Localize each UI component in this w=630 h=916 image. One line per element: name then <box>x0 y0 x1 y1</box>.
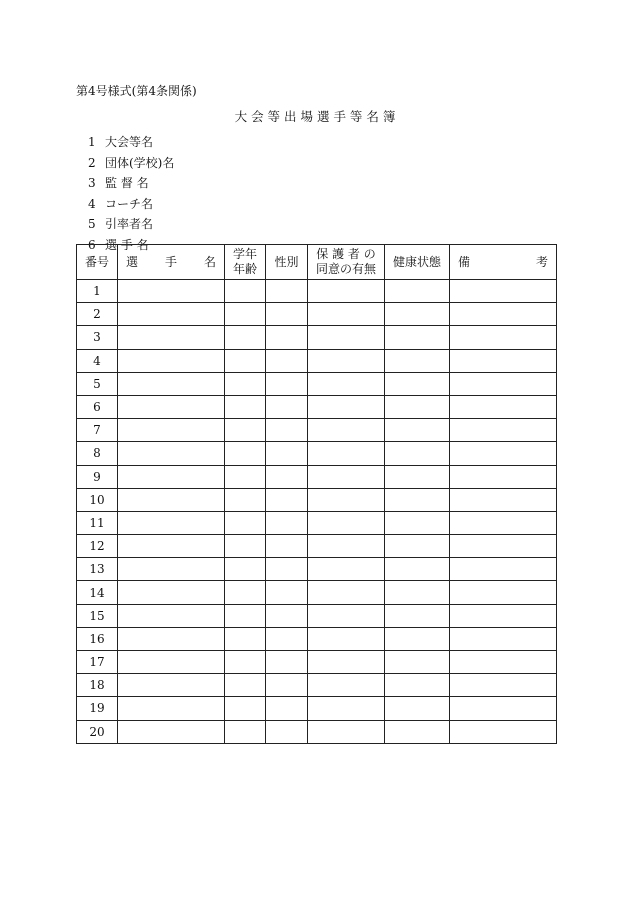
row-number: 12 <box>77 535 118 558</box>
player-name-cell[interactable] <box>118 511 225 534</box>
gender-cell[interactable] <box>266 303 308 326</box>
player-name-cell[interactable] <box>118 280 225 303</box>
player-name-cell[interactable] <box>118 395 225 418</box>
header-name-char: 名 <box>203 254 216 269</box>
remarks-cell[interactable] <box>450 326 557 349</box>
item-label: 選 手 名 <box>105 237 149 252</box>
table-row <box>77 720 557 743</box>
grade-age-cell[interactable] <box>225 349 266 372</box>
health-cell[interactable] <box>385 349 450 372</box>
info-item <box>88 214 174 235</box>
item-number: 4 <box>88 196 96 211</box>
grade-age-cell[interactable] <box>225 395 266 418</box>
roster-table <box>76 244 557 744</box>
row-number: 17 <box>77 651 118 674</box>
header-age: 年齢 <box>232 262 257 276</box>
grade-age-cell[interactable] <box>225 720 266 743</box>
player-name-cell[interactable] <box>118 372 225 395</box>
header-guardian-line1: 保 護 者 の <box>316 247 376 261</box>
guardian-consent-cell[interactable] <box>308 349 385 372</box>
row-number: 9 <box>77 465 118 488</box>
item-label: 監 督 名 <box>105 176 149 190</box>
guardian-consent-cell[interactable] <box>308 419 385 442</box>
player-name-cell[interactable] <box>118 627 225 650</box>
player-name-cell[interactable] <box>118 535 225 558</box>
row-number: 4 <box>77 349 118 372</box>
gender-cell[interactable] <box>266 674 308 697</box>
info-item <box>88 194 174 215</box>
header-player-name <box>118 245 225 280</box>
table-row <box>77 419 557 442</box>
table-row <box>77 349 557 372</box>
gender-cell[interactable] <box>266 697 308 720</box>
grade-age-cell[interactable] <box>225 604 266 627</box>
header-remarks-char: 考 <box>535 254 548 269</box>
health-cell[interactable] <box>385 326 450 349</box>
gender-cell[interactable] <box>266 720 308 743</box>
player-name-cell[interactable] <box>118 558 225 581</box>
guardian-consent-cell[interactable] <box>308 372 385 395</box>
gender-cell[interactable] <box>266 511 308 534</box>
gender-cell[interactable] <box>266 535 308 558</box>
player-name-cell[interactable] <box>118 442 225 465</box>
remarks-cell[interactable] <box>450 349 557 372</box>
gender-cell[interactable] <box>266 488 308 511</box>
remarks-cell[interactable] <box>450 395 557 418</box>
player-name-cell[interactable] <box>118 326 225 349</box>
form-number: 第4号様式(第4条関係) <box>76 84 197 98</box>
health-cell[interactable] <box>385 627 450 650</box>
info-items <box>88 132 174 255</box>
gender-cell[interactable] <box>266 604 308 627</box>
remarks-cell[interactable] <box>450 535 557 558</box>
header-health: 健康状態 <box>385 245 450 280</box>
remarks-cell[interactable] <box>450 651 557 674</box>
remarks-cell[interactable] <box>450 581 557 604</box>
grade-age-cell[interactable] <box>225 558 266 581</box>
row-number: 20 <box>77 720 118 743</box>
header-gender: 性別 <box>266 245 308 280</box>
health-cell[interactable] <box>385 511 450 534</box>
grade-age-cell[interactable] <box>225 511 266 534</box>
health-cell[interactable] <box>385 674 450 697</box>
gender-cell[interactable] <box>266 627 308 650</box>
health-cell[interactable] <box>385 442 450 465</box>
gender-cell[interactable] <box>266 349 308 372</box>
gender-cell[interactable] <box>266 465 308 488</box>
item-number: 1 <box>88 135 96 149</box>
remarks-cell[interactable] <box>450 419 557 442</box>
table-row <box>77 395 557 418</box>
guardian-consent-cell[interactable] <box>308 697 385 720</box>
grade-age-cell[interactable] <box>225 465 266 488</box>
grade-age-cell[interactable] <box>225 326 266 349</box>
remarks-cell[interactable] <box>450 558 557 581</box>
header-remarks <box>450 245 557 280</box>
row-number: 11 <box>77 511 118 534</box>
header-guardian-consent <box>308 245 385 280</box>
grade-age-cell[interactable] <box>225 674 266 697</box>
item-number: 6 <box>88 237 96 252</box>
guardian-consent-cell[interactable] <box>308 651 385 674</box>
health-cell[interactable] <box>385 419 450 442</box>
player-name-cell[interactable] <box>118 303 225 326</box>
guardian-consent-cell[interactable] <box>308 442 385 465</box>
guardian-consent-cell[interactable] <box>308 326 385 349</box>
guardian-consent-cell[interactable] <box>308 674 385 697</box>
guardian-consent-cell[interactable] <box>308 465 385 488</box>
header-grade: 学年 <box>232 247 257 261</box>
remarks-cell[interactable] <box>450 280 557 303</box>
row-number: 3 <box>77 326 118 349</box>
row-number: 7 <box>77 419 118 442</box>
info-item <box>88 173 174 194</box>
remarks-cell[interactable] <box>450 627 557 650</box>
table-row <box>77 326 557 349</box>
guardian-consent-cell[interactable] <box>308 720 385 743</box>
grade-age-cell[interactable] <box>225 419 266 442</box>
grade-age-cell[interactable] <box>225 303 266 326</box>
table-row <box>77 280 557 303</box>
guardian-consent-cell[interactable] <box>308 488 385 511</box>
header-number: 番号 <box>77 245 118 280</box>
guardian-consent-cell[interactable] <box>308 581 385 604</box>
remarks-cell[interactable] <box>450 488 557 511</box>
health-cell[interactable] <box>385 395 450 418</box>
health-cell[interactable] <box>385 697 450 720</box>
player-name-cell[interactable] <box>118 604 225 627</box>
table-row <box>77 627 557 650</box>
row-number: 15 <box>77 604 118 627</box>
remarks-cell[interactable] <box>450 372 557 395</box>
guardian-consent-cell[interactable] <box>308 280 385 303</box>
table-row <box>77 674 557 697</box>
remarks-cell[interactable] <box>450 442 557 465</box>
health-cell[interactable] <box>385 303 450 326</box>
grade-age-cell[interactable] <box>225 488 266 511</box>
remarks-cell[interactable] <box>450 303 557 326</box>
health-cell[interactable] <box>385 604 450 627</box>
table-row <box>77 511 557 534</box>
remarks-cell[interactable] <box>450 465 557 488</box>
row-number: 18 <box>77 674 118 697</box>
health-cell[interactable] <box>385 465 450 488</box>
table-row <box>77 372 557 395</box>
header-name-char: 選 <box>126 254 139 269</box>
guardian-consent-cell[interactable] <box>308 303 385 326</box>
row-number: 6 <box>77 395 118 418</box>
gender-cell[interactable] <box>266 326 308 349</box>
info-item <box>88 153 174 174</box>
item-label: コーチ名 <box>105 196 154 211</box>
guardian-consent-cell[interactable] <box>308 395 385 418</box>
remarks-cell[interactable] <box>450 604 557 627</box>
header-row <box>77 245 557 280</box>
guardian-consent-cell[interactable] <box>308 627 385 650</box>
player-name-cell[interactable] <box>118 465 225 488</box>
grade-age-cell[interactable] <box>225 651 266 674</box>
table-row <box>77 651 557 674</box>
player-name-cell[interactable] <box>118 720 225 743</box>
remarks-cell[interactable] <box>450 511 557 534</box>
gender-cell[interactable] <box>266 372 308 395</box>
gender-cell[interactable] <box>266 419 308 442</box>
guardian-consent-cell[interactable] <box>308 511 385 534</box>
guardian-consent-cell[interactable] <box>308 535 385 558</box>
player-name-cell[interactable] <box>118 349 225 372</box>
remarks-cell[interactable] <box>450 674 557 697</box>
grade-age-cell[interactable] <box>225 442 266 465</box>
table-row <box>77 442 557 465</box>
table-row <box>77 697 557 720</box>
row-number: 5 <box>77 372 118 395</box>
table-row <box>77 581 557 604</box>
guardian-consent-cell[interactable] <box>308 604 385 627</box>
health-cell[interactable] <box>385 535 450 558</box>
table-row <box>77 465 557 488</box>
grade-age-cell[interactable] <box>225 280 266 303</box>
health-cell[interactable] <box>385 581 450 604</box>
item-number: 2 <box>88 155 96 170</box>
header-name-char: 手 <box>164 254 177 269</box>
gender-cell[interactable] <box>266 395 308 418</box>
gender-cell[interactable] <box>266 651 308 674</box>
row-number: 10 <box>77 488 118 511</box>
item-number: 5 <box>88 217 96 231</box>
row-number: 1 <box>77 280 118 303</box>
row-number: 13 <box>77 558 118 581</box>
gender-cell[interactable] <box>266 280 308 303</box>
grade-age-cell[interactable] <box>225 535 266 558</box>
header-remarks-char: 備 <box>458 254 471 269</box>
health-cell[interactable] <box>385 720 450 743</box>
gender-cell[interactable] <box>266 558 308 581</box>
grade-age-cell[interactable] <box>225 627 266 650</box>
table-row <box>77 604 557 627</box>
remarks-cell[interactable] <box>450 720 557 743</box>
health-cell[interactable] <box>385 372 450 395</box>
row-number: 16 <box>77 627 118 650</box>
player-name-cell[interactable] <box>118 674 225 697</box>
row-number: 2 <box>77 303 118 326</box>
gender-cell[interactable] <box>266 581 308 604</box>
player-name-cell[interactable] <box>118 581 225 604</box>
table-row <box>77 558 557 581</box>
grade-age-cell[interactable] <box>225 697 266 720</box>
document-title: 大 会 等 出 場 選 手 等 名 簿 <box>234 109 396 124</box>
row-number: 8 <box>77 442 118 465</box>
item-number: 3 <box>88 176 96 190</box>
table-row <box>77 303 557 326</box>
player-name-cell[interactable] <box>118 419 225 442</box>
gender-cell[interactable] <box>266 442 308 465</box>
row-number: 19 <box>77 697 118 720</box>
grade-age-cell[interactable] <box>225 581 266 604</box>
health-cell[interactable] <box>385 651 450 674</box>
player-name-cell[interactable] <box>118 697 225 720</box>
remarks-cell[interactable] <box>450 697 557 720</box>
item-label: 引率者名 <box>105 217 154 231</box>
health-cell[interactable] <box>385 558 450 581</box>
health-cell[interactable] <box>385 488 450 511</box>
row-number: 14 <box>77 581 118 604</box>
header-grade-age <box>225 245 266 280</box>
grade-age-cell[interactable] <box>225 372 266 395</box>
table-row <box>77 535 557 558</box>
item-label: 大会等名 <box>105 135 154 149</box>
guardian-consent-cell[interactable] <box>308 558 385 581</box>
health-cell[interactable] <box>385 280 450 303</box>
table-row <box>77 488 557 511</box>
info-item <box>88 132 174 153</box>
player-name-cell[interactable] <box>118 488 225 511</box>
player-name-cell[interactable] <box>118 651 225 674</box>
header-guardian-line2: 同意の有無 <box>315 262 376 276</box>
item-label: 団体(学校)名 <box>105 155 175 170</box>
